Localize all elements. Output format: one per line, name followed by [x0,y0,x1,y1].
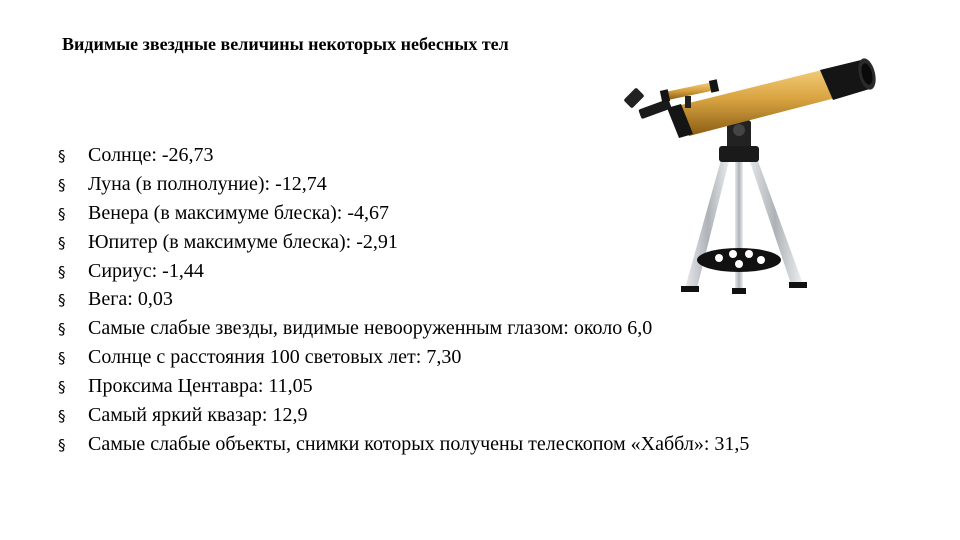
list-item [58,317,749,346]
list-item-text: Проксима Центавра: 11,05 [88,375,313,398]
slide-title: Видимые звездные величины некоторых небесных тел [62,34,509,54]
bullet-icon: § [58,378,66,397]
list-item [58,260,749,289]
list-item-text: Юпитер (в максимуме блеска): -2,91 [88,230,398,253]
list-item [58,231,749,260]
bullet-icon: § [58,291,66,310]
list-item [58,375,749,404]
magnitude-list [58,144,749,462]
list-item [58,288,749,317]
list-item-text: Самые слабые звезды, видимые невооруженным глазом: около 6,0 [88,317,653,340]
list-item [58,346,749,375]
bullet-icon: § [58,320,66,339]
list-item-text: Луна (в полнолуние): -12,74 [88,172,327,195]
list-item-text: Самый яркий квазар: 12,9 [88,404,308,427]
list-item-text: Вега: 0,03 [88,288,173,311]
list-item [58,202,749,231]
list-item-text: Солнце: -26,73 [88,144,214,166]
bullet-icon: § [58,175,66,194]
list-item [58,404,749,433]
list-item [58,173,749,202]
bullet-icon: § [58,407,66,426]
bullet-icon: § [58,233,66,252]
list-item-text: Самые слабые объекты, снимки которых получены телескопом «Хаббл»: 31,5 [88,432,750,455]
bullet-icon: § [58,435,66,454]
list-item-text: Солнце с расстояния 100 световых лет: 7,30 [88,346,462,369]
list-item [58,144,749,173]
bullet-icon: § [58,147,66,165]
list-item-text: Сириус: -1,44 [88,259,204,282]
bullet-icon: § [58,204,66,223]
bullet-icon: § [58,349,66,368]
list-item [58,433,749,462]
bullet-icon: § [58,262,66,281]
list-item-text: Венера (в максимуме блеска): -4,67 [88,201,389,224]
